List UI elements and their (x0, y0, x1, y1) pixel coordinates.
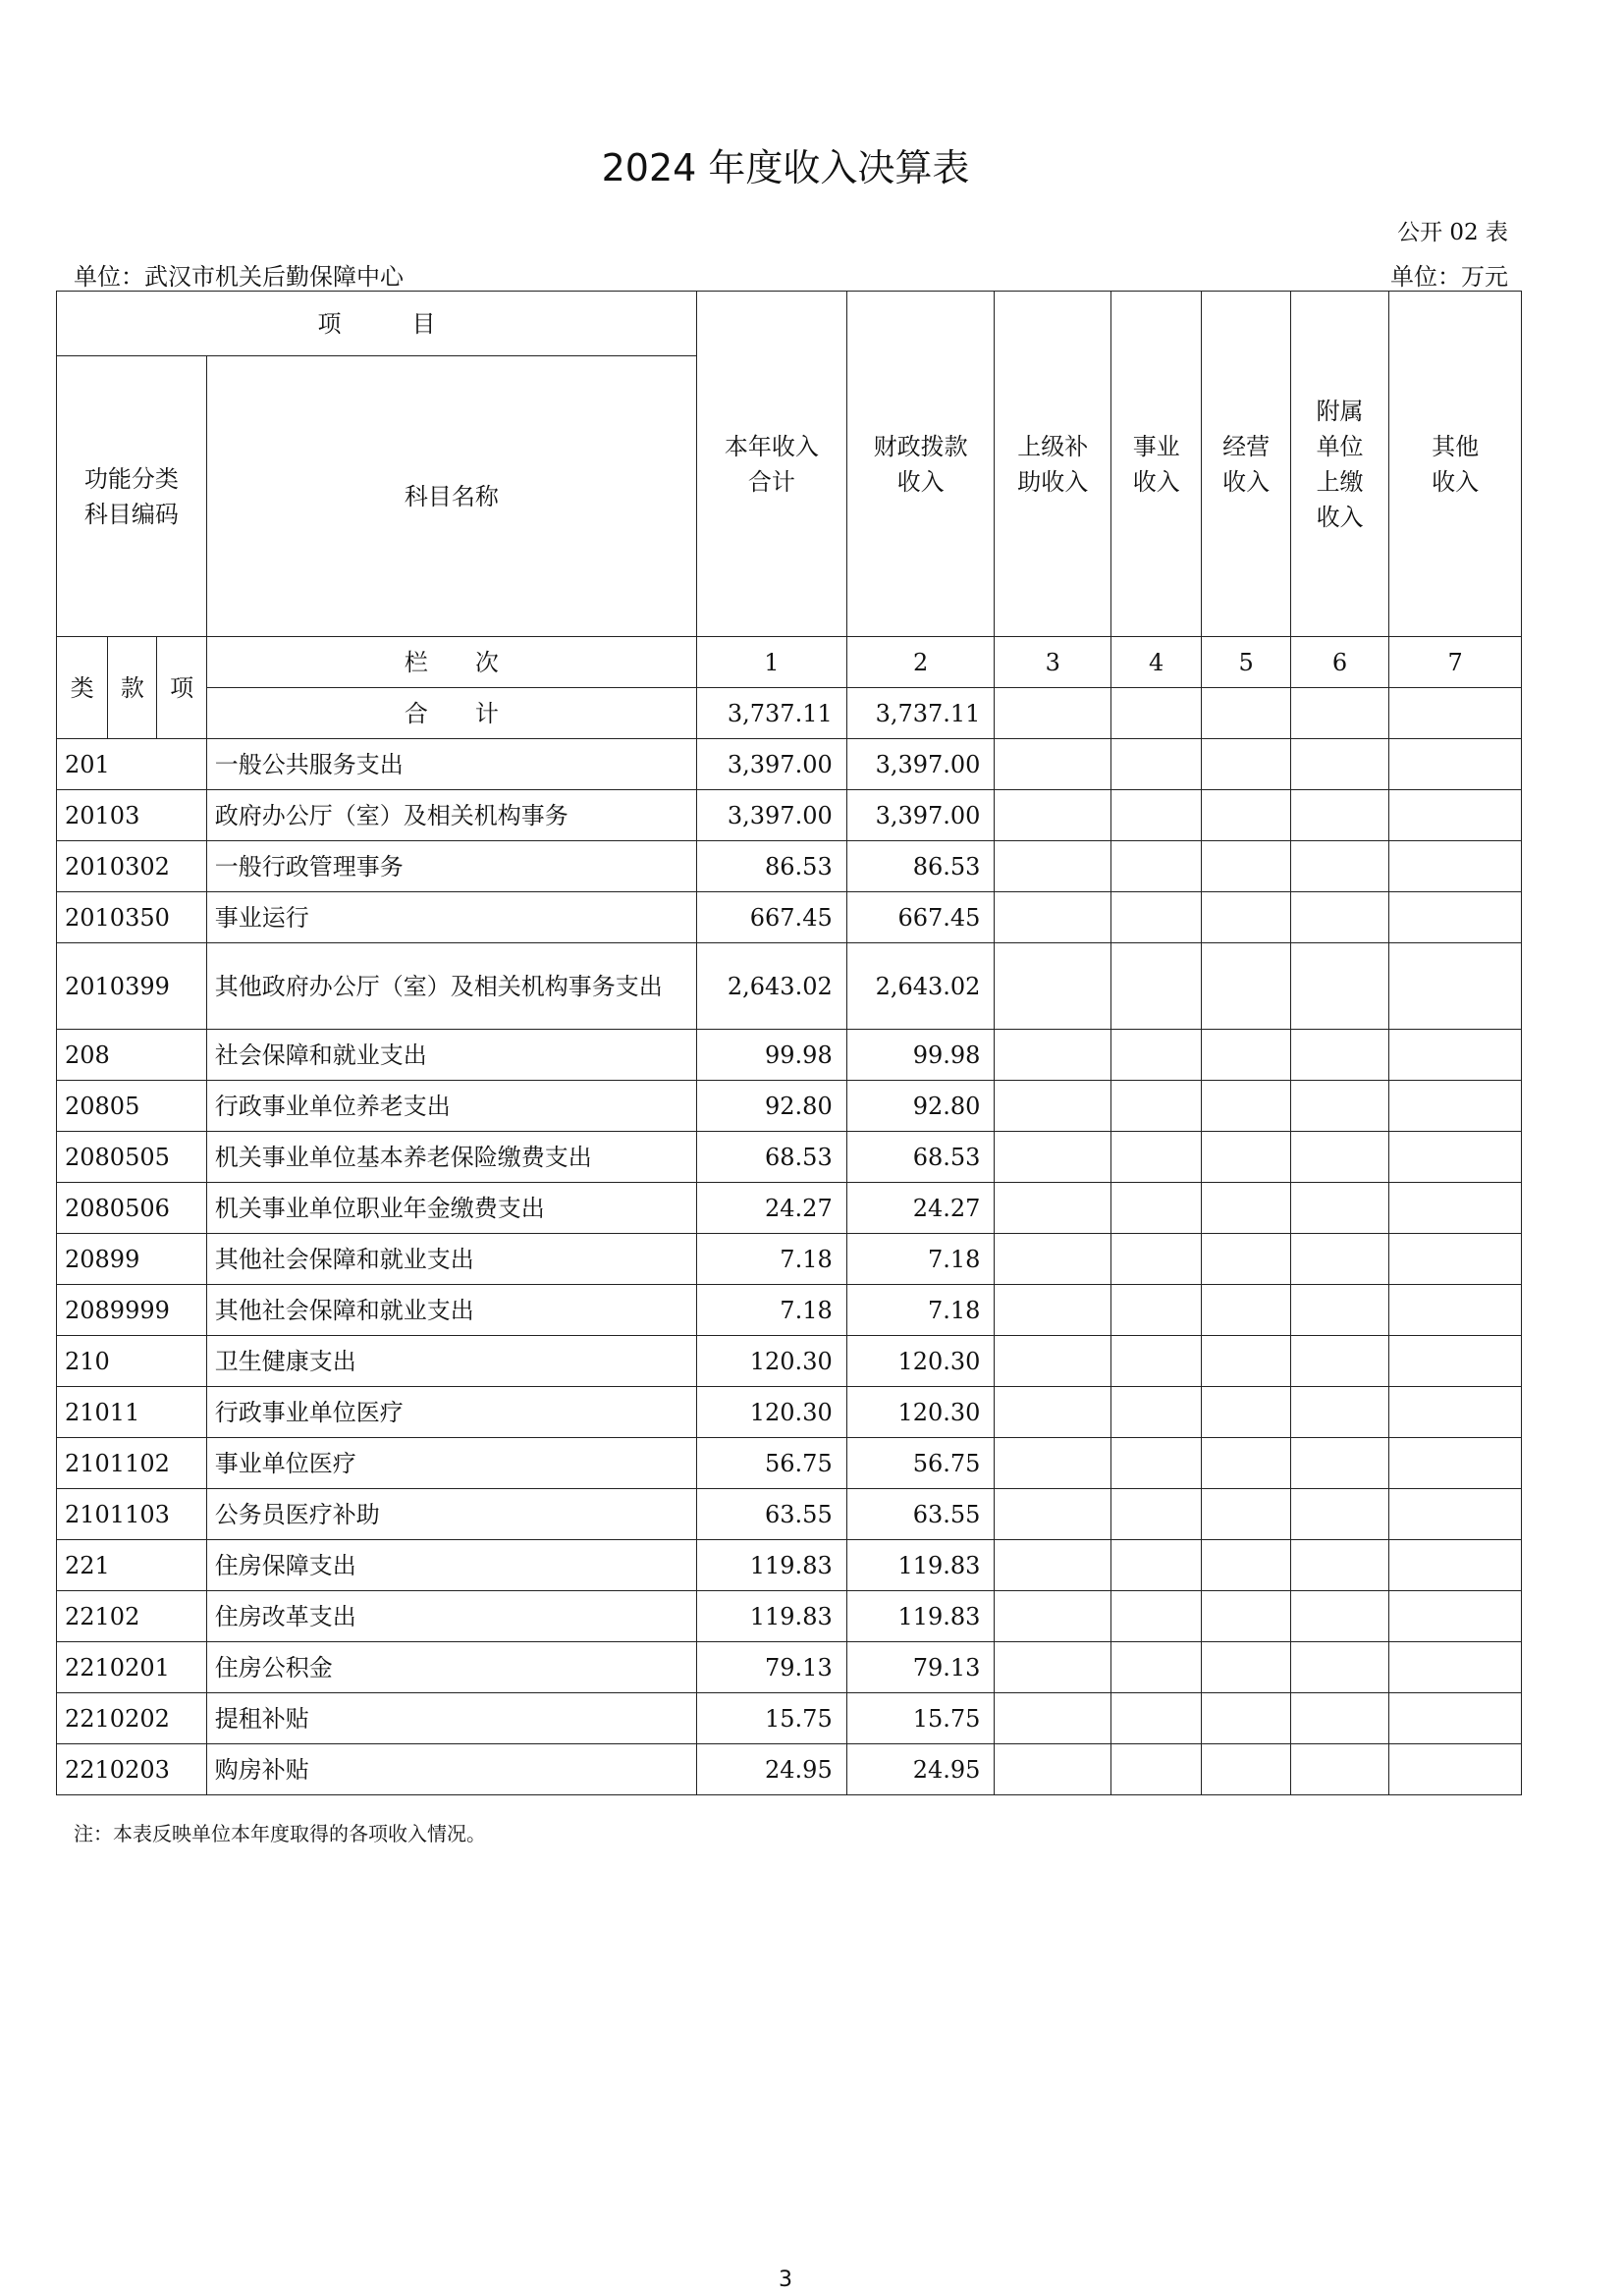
row-empty-cell (1290, 1183, 1388, 1234)
total-value (1110, 688, 1201, 739)
row-empty-cell (1202, 1591, 1290, 1642)
row-empty-cell (1202, 1642, 1290, 1693)
row-name: 事业单位医疗 (206, 1438, 696, 1489)
table-row (57, 1336, 1522, 1387)
total-value (995, 688, 1111, 739)
row-empty-cell (1110, 1693, 1201, 1744)
table-row (57, 790, 1522, 841)
row-empty-cell (995, 943, 1111, 1030)
header-kuan: 款 (108, 637, 157, 739)
row-code: 210 (57, 1336, 207, 1387)
table-row (57, 739, 1522, 790)
row-empty-cell (1110, 1081, 1201, 1132)
header-code: 功能分类 科目编码 (57, 356, 207, 637)
row-empty-cell (1110, 1438, 1201, 1489)
header-col-6: 附属 单位 上缴 收入 (1290, 292, 1388, 637)
row-empty-cell (1110, 892, 1201, 943)
row-fiscal-income: 3,397.00 (846, 739, 995, 790)
header-col-4: 事业 收入 (1110, 292, 1201, 637)
row-empty-cell (1110, 1132, 1201, 1183)
row-empty-cell (1202, 790, 1290, 841)
row-empty-cell (995, 1081, 1111, 1132)
row-code: 2101103 (57, 1489, 207, 1540)
row-empty-cell (1110, 1285, 1201, 1336)
row-code: 2210202 (57, 1693, 207, 1744)
row-empty-cell (1110, 943, 1201, 1030)
row-empty-cell (1110, 1030, 1201, 1081)
table-number: 公开 02 表 (1397, 220, 1508, 245)
col-number: 3 (995, 637, 1111, 688)
row-total-income: 92.80 (697, 1081, 847, 1132)
table-row (57, 1183, 1522, 1234)
row-empty-cell (1110, 1183, 1201, 1234)
row-total-income: 7.18 (697, 1234, 847, 1285)
row-code: 2210201 (57, 1642, 207, 1693)
income-table (56, 291, 1522, 1795)
row-empty-cell (1110, 1642, 1201, 1693)
row-code: 22102 (57, 1591, 207, 1642)
col-number: 6 (1290, 637, 1388, 688)
row-total-income: 119.83 (697, 1591, 847, 1642)
row-empty-cell (1202, 1132, 1290, 1183)
row-empty-cell (1290, 1693, 1388, 1744)
row-empty-cell (1389, 1030, 1522, 1081)
row-name: 住房改革支出 (206, 1591, 696, 1642)
row-empty-cell (1202, 892, 1290, 943)
table-row (57, 1234, 1522, 1285)
row-code: 2010399 (57, 943, 207, 1030)
row-empty-cell (1389, 1387, 1522, 1438)
row-total-income: 7.18 (697, 1285, 847, 1336)
row-empty-cell (1110, 841, 1201, 892)
row-empty-cell (995, 1591, 1111, 1642)
row-empty-cell (1389, 1336, 1522, 1387)
row-empty-cell (995, 1744, 1111, 1795)
row-empty-cell (1110, 739, 1201, 790)
row-empty-cell (1290, 892, 1388, 943)
table-row (57, 1030, 1522, 1081)
row-empty-cell (1389, 841, 1522, 892)
row-empty-cell (1389, 790, 1522, 841)
row-empty-cell (1290, 1438, 1388, 1489)
row-empty-cell (1389, 1591, 1522, 1642)
row-name: 一般公共服务支出 (206, 739, 696, 790)
row-total-income: 2,643.02 (697, 943, 847, 1030)
reporting-unit: 单位：武汉市机关后勤保障中心 (74, 263, 404, 291)
row-empty-cell (1202, 1081, 1290, 1132)
row-empty-cell (1290, 1234, 1388, 1285)
table-row (57, 943, 1522, 1030)
row-empty-cell (1202, 841, 1290, 892)
row-code: 2010302 (57, 841, 207, 892)
row-code: 208 (57, 1030, 207, 1081)
row-empty-cell (995, 1285, 1111, 1336)
row-fiscal-income: 79.13 (846, 1642, 995, 1693)
table-row (57, 1540, 1522, 1591)
row-fiscal-income: 120.30 (846, 1336, 995, 1387)
row-empty-cell (1290, 841, 1388, 892)
row-empty-cell (1290, 1540, 1388, 1591)
row-name: 公务员医疗补助 (206, 1489, 696, 1540)
row-empty-cell (1389, 739, 1522, 790)
row-empty-cell (1290, 1387, 1388, 1438)
row-name: 机关事业单位职业年金缴费支出 (206, 1183, 696, 1234)
row-empty-cell (1389, 1234, 1522, 1285)
col-number: 2 (846, 637, 995, 688)
row-total-income: 3,397.00 (697, 790, 847, 841)
row-fiscal-income: 63.55 (846, 1489, 995, 1540)
row-name: 其他社会保障和就业支出 (206, 1234, 696, 1285)
row-empty-cell (1389, 1744, 1522, 1795)
row-total-income: 119.83 (697, 1540, 847, 1591)
row-empty-cell (1290, 1285, 1388, 1336)
row-total-income: 24.95 (697, 1744, 847, 1795)
row-empty-cell (995, 1642, 1111, 1693)
row-name: 其他社会保障和就业支出 (206, 1285, 696, 1336)
row-empty-cell (1290, 1132, 1388, 1183)
row-empty-cell (1290, 1591, 1388, 1642)
row-empty-cell (1389, 1183, 1522, 1234)
row-empty-cell (1202, 1744, 1290, 1795)
row-empty-cell (995, 1540, 1111, 1591)
row-empty-cell (1202, 1336, 1290, 1387)
row-empty-cell (1290, 943, 1388, 1030)
row-empty-cell (1110, 1540, 1201, 1591)
row-empty-cell (995, 739, 1111, 790)
row-empty-cell (995, 892, 1111, 943)
header-col-2: 财政拨款 收入 (846, 292, 995, 637)
row-total-income: 3,397.00 (697, 739, 847, 790)
row-empty-cell (1202, 1234, 1290, 1285)
row-name: 住房保障支出 (206, 1540, 696, 1591)
row-empty-cell (1290, 1744, 1388, 1795)
total-value: 3,737.11 (846, 688, 995, 739)
row-name: 事业运行 (206, 892, 696, 943)
row-empty-cell (1202, 1438, 1290, 1489)
currency-unit: 单位：万元 (1390, 263, 1508, 291)
row-fiscal-income: 7.18 (846, 1285, 995, 1336)
header-name: 科目名称 (206, 356, 696, 637)
row-code: 20899 (57, 1234, 207, 1285)
row-name: 一般行政管理事务 (206, 841, 696, 892)
row-empty-cell (1389, 1540, 1522, 1591)
row-empty-cell (1290, 1336, 1388, 1387)
table-row (57, 1489, 1522, 1540)
table-note: 注：本表反映单位本年度取得的各项收入情况。 (74, 1822, 486, 1845)
row-empty-cell (1389, 1081, 1522, 1132)
total-value (1202, 688, 1290, 739)
row-name: 行政事业单位医疗 (206, 1387, 696, 1438)
table-row (57, 1081, 1522, 1132)
row-empty-cell (1290, 1030, 1388, 1081)
col-number: 1 (697, 637, 847, 688)
row-name: 社会保障和就业支出 (206, 1030, 696, 1081)
row-total-income: 120.30 (697, 1336, 847, 1387)
table-row (57, 1744, 1522, 1795)
total-label: 合 计 (206, 688, 696, 739)
row-empty-cell (995, 1489, 1111, 1540)
row-total-income: 24.27 (697, 1183, 847, 1234)
row-fiscal-income: 15.75 (846, 1693, 995, 1744)
row-empty-cell (1389, 1489, 1522, 1540)
row-fiscal-income: 2,643.02 (846, 943, 995, 1030)
row-code: 2080506 (57, 1183, 207, 1234)
row-code: 21011 (57, 1387, 207, 1438)
table-row (57, 1642, 1522, 1693)
row-fiscal-income: 68.53 (846, 1132, 995, 1183)
row-empty-cell (1110, 1489, 1201, 1540)
table-row (57, 892, 1522, 943)
row-empty-cell (1110, 1744, 1201, 1795)
row-empty-cell (995, 1132, 1111, 1183)
total-value: 3,737.11 (697, 688, 847, 739)
row-code: 221 (57, 1540, 207, 1591)
row-empty-cell (1389, 1642, 1522, 1693)
table-row (57, 1591, 1522, 1642)
row-empty-cell (1389, 943, 1522, 1030)
row-total-income: 120.30 (697, 1387, 847, 1438)
page-number: 3 (779, 2268, 792, 2292)
row-empty-cell (1389, 1693, 1522, 1744)
row-code: 2080505 (57, 1132, 207, 1183)
row-empty-cell (995, 790, 1111, 841)
row-total-income: 68.53 (697, 1132, 847, 1183)
row-fiscal-income: 119.83 (846, 1540, 995, 1591)
header-col-5: 经营 收入 (1202, 292, 1290, 637)
row-name: 政府办公厅（室）及相关机构事务 (206, 790, 696, 841)
lanci-label: 栏 次 (206, 637, 696, 688)
row-total-income: 99.98 (697, 1030, 847, 1081)
row-empty-cell (1202, 1693, 1290, 1744)
row-total-income: 63.55 (697, 1489, 847, 1540)
row-fiscal-income: 24.95 (846, 1744, 995, 1795)
row-fiscal-income: 7.18 (846, 1234, 995, 1285)
row-code: 2210203 (57, 1744, 207, 1795)
row-empty-cell (995, 1234, 1111, 1285)
row-empty-cell (1290, 739, 1388, 790)
table-row (57, 1438, 1522, 1489)
row-empty-cell (995, 1438, 1111, 1489)
row-empty-cell (1389, 1285, 1522, 1336)
row-empty-cell (995, 1693, 1111, 1744)
row-empty-cell (1202, 1030, 1290, 1081)
row-empty-cell (1202, 1540, 1290, 1591)
row-fiscal-income: 3,397.00 (846, 790, 995, 841)
row-empty-cell (995, 1183, 1111, 1234)
row-name: 住房公积金 (206, 1642, 696, 1693)
row-empty-cell (1110, 1336, 1201, 1387)
row-code: 20805 (57, 1081, 207, 1132)
row-empty-cell (1202, 1489, 1290, 1540)
row-fiscal-income: 86.53 (846, 841, 995, 892)
row-empty-cell (1290, 1642, 1388, 1693)
row-name: 卫生健康支出 (206, 1336, 696, 1387)
row-empty-cell (1202, 1387, 1290, 1438)
row-empty-cell (1110, 790, 1201, 841)
table-row (57, 1132, 1522, 1183)
table-row (57, 1285, 1522, 1336)
row-fiscal-income: 119.83 (846, 1591, 995, 1642)
row-empty-cell (995, 841, 1111, 892)
row-empty-cell (995, 1387, 1111, 1438)
row-name: 其他政府办公厅（室）及相关机构事务支出 (206, 943, 696, 1030)
row-name: 提租补贴 (206, 1693, 696, 1744)
row-empty-cell (1389, 1438, 1522, 1489)
row-fiscal-income: 99.98 (846, 1030, 995, 1081)
total-value (1290, 688, 1388, 739)
header-col-3: 上级补 助收入 (995, 292, 1111, 637)
row-empty-cell (1290, 1081, 1388, 1132)
row-name: 购房补贴 (206, 1744, 696, 1795)
row-code: 2010350 (57, 892, 207, 943)
row-fiscal-income: 667.45 (846, 892, 995, 943)
header-xiang: 项 (157, 637, 206, 739)
table-row (57, 1693, 1522, 1744)
row-fiscal-income: 92.80 (846, 1081, 995, 1132)
row-empty-cell (1290, 790, 1388, 841)
header-col-7: 其他 收入 (1389, 292, 1522, 637)
row-name: 机关事业单位基本养老保险缴费支出 (206, 1132, 696, 1183)
col-number: 5 (1202, 637, 1290, 688)
row-total-income: 15.75 (697, 1693, 847, 1744)
row-empty-cell (995, 1336, 1111, 1387)
row-name: 行政事业单位养老支出 (206, 1081, 696, 1132)
row-code: 2101102 (57, 1438, 207, 1489)
table-row (57, 841, 1522, 892)
page-title: 2024 年度收入决算表 (601, 146, 970, 189)
row-total-income: 667.45 (697, 892, 847, 943)
row-fiscal-income: 120.30 (846, 1387, 995, 1438)
total-value (1389, 688, 1522, 739)
row-empty-cell (1202, 943, 1290, 1030)
row-code: 201 (57, 739, 207, 790)
row-total-income: 86.53 (697, 841, 847, 892)
col-number: 4 (1110, 637, 1201, 688)
row-empty-cell (1202, 1183, 1290, 1234)
header-col-1: 本年收入 合计 (697, 292, 847, 637)
row-total-income: 79.13 (697, 1642, 847, 1693)
row-empty-cell (1110, 1591, 1201, 1642)
row-empty-cell (1202, 1285, 1290, 1336)
table-row (57, 1387, 1522, 1438)
row-code: 2089999 (57, 1285, 207, 1336)
row-empty-cell (995, 1030, 1111, 1081)
header-lei: 类 (57, 637, 108, 739)
row-fiscal-income: 24.27 (846, 1183, 995, 1234)
row-empty-cell (1110, 1387, 1201, 1438)
row-code: 20103 (57, 790, 207, 841)
row-empty-cell (1389, 1132, 1522, 1183)
row-empty-cell (1290, 1489, 1388, 1540)
row-fiscal-income: 56.75 (846, 1438, 995, 1489)
row-total-income: 56.75 (697, 1438, 847, 1489)
header-item: 项 目 (57, 292, 697, 356)
col-number: 7 (1389, 637, 1522, 688)
row-empty-cell (1110, 1234, 1201, 1285)
row-empty-cell (1202, 739, 1290, 790)
row-empty-cell (1389, 892, 1522, 943)
